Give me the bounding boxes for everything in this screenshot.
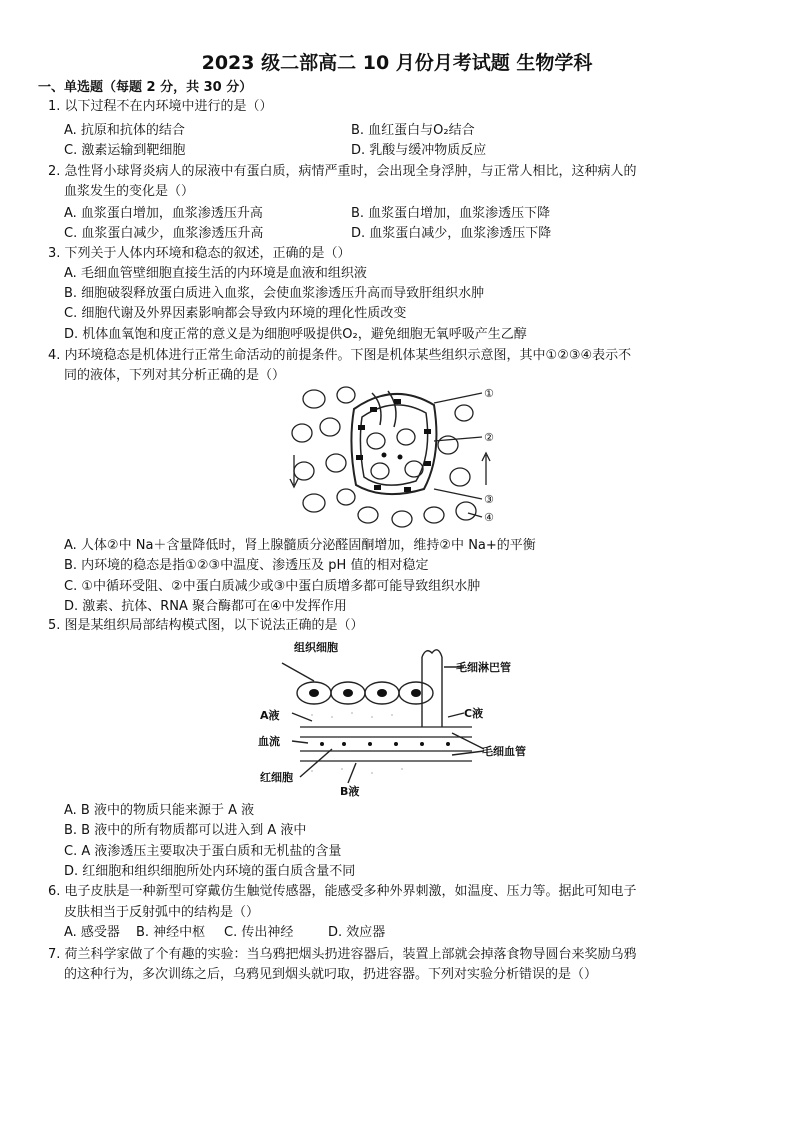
q2-option-b: B. 血浆蛋白增加，血浆渗透压下降 [351, 206, 551, 221]
question-2-stem-line2: 血浆发生的变化是（） [64, 184, 195, 199]
q1-option-b: B. 血红蛋白与O₂结合 [351, 123, 475, 138]
q5-option-d: D. 红细胞和组织细胞所处内环境的蛋白质含量不同 [64, 864, 356, 879]
q1-option-a: A. 抗原和抗体的结合 [64, 123, 185, 138]
page-title: 2023 级二部高二 10 月份月考试题 生物学科 [201, 52, 593, 74]
question-1-stem: 1. 以下过程不在内环境中进行的是（） [48, 99, 273, 114]
q2-option-d: D. 血浆蛋白减少，血浆渗透压下降 [351, 226, 552, 241]
label-red-blood-cell: 红细胞 [260, 771, 293, 784]
tissue-structure-diagram [252, 637, 552, 801]
q4-option-d: D. 激素、抗体、RNA 聚合酶都可在④中发挥作用 [64, 599, 347, 614]
q3-option-d: D. 机体血氧饱和度正常的意义是为细胞呼吸提供O₂，避免细胞无氧呼吸产生乙醇 [64, 327, 527, 342]
q1-option-d: D. 乳酸与缓冲物质反应 [351, 143, 487, 158]
q2-option-a: A. 血浆蛋白增加，血浆渗透压升高 [64, 206, 263, 221]
section-heading: 一、单选题（每题 2 分，共 30 分） [38, 80, 253, 95]
label-tissue-cell: 组织细胞 [294, 641, 338, 654]
q3-option-b: B. 细胞破裂释放蛋白质进入血浆，会使血浆渗透压升高而导致肝组织水肿 [64, 286, 485, 301]
tissue-diagram [284, 385, 514, 537]
fig4-label-3: ③ [484, 493, 494, 506]
question-2-stem-line1: 2. 急性肾小球肾炎病人的尿液中有蛋白质，病情严重时，会出现全身浮肿，与正常人相比，这种病人的 [48, 164, 637, 179]
question-5-stem: 5. 图是某组织局部结构模式图，以下说法正确的是（） [48, 618, 364, 633]
q6-option-d: D. 效应器 [328, 925, 386, 940]
fig4-label-1: ① [484, 387, 494, 400]
question-4-stem-line1: 4. 内环境稳态是机体进行正常生命活动的前提条件。下图是机体某些组织示意图，其中①②③④表示不 [48, 348, 632, 363]
fig4-label-2: ② [484, 431, 494, 444]
question-4-stem-line2: 同的液体，下列对其分析正确的是（） [64, 368, 286, 383]
q5-option-c: C. A 液渗透压主要取决于蛋白质和无机盐的含量 [64, 844, 342, 859]
label-a-fluid: A液 [260, 709, 280, 722]
q3-option-c: C. 细胞代谢及外界因素影响都会导致内环境的理化性质改变 [64, 306, 407, 321]
q5-option-b: B. B 液中的所有物质都可以进入到 A 液中 [64, 823, 307, 838]
q1-option-c: C. 激素运输到靶细胞 [64, 143, 186, 158]
fig4-label-4: ④ [484, 511, 494, 524]
question-7-stem-line1: 7. 荷兰科学家做了个有趣的实验：当乌鸦把烟头扔进容器后，装置上部就会掉落食物导圆台来奖励乌鸦 [48, 947, 637, 962]
q3-option-a: A. 毛细血管壁细胞直接生活的内环境是血液和组织液 [64, 266, 367, 281]
question-6-stem-line1: 6. 电子皮肤是一种新型可穿戴仿生触觉传感器，能感受多种外界刺激，如温度、压力等。据此可知电子 [48, 884, 637, 899]
q2-option-c: C. 血浆蛋白减少，血浆渗透压升高 [64, 226, 264, 241]
question-7-stem-line2: 的这种行为，多次训练之后，乌鸦见到烟头就叼取，扔进容器。下列对实验分析错误的是（） [64, 967, 598, 982]
label-capillary: 毛细血管 [482, 745, 526, 758]
label-blood-flow: 血流 [258, 735, 280, 748]
q4-option-a: A. 人体②中 Na＋含量降低时，肾上腺髓质分泌醛固酮增加，维持②中 Na+的平衡 [64, 538, 536, 553]
q6-option-c: C. 传出神经 [224, 925, 294, 940]
label-c-fluid: C液 [464, 707, 484, 720]
label-lymph-capillary: 毛细淋巴管 [456, 661, 511, 674]
q6-option-b: B. 神经中枢 [136, 925, 206, 940]
question-3-stem: 3. 下列关于人体内环境和稳态的叙述，正确的是（） [48, 246, 351, 261]
q6-option-a: A. 感受器 [64, 925, 120, 940]
q5-option-a: A. B 液中的物质只能来源于 A 液 [64, 803, 255, 818]
question-6-stem-line2: 皮肤相当于反射弧中的结构是（） [64, 905, 260, 920]
q4-option-b: B. 内环境的稳态是指①②③中温度、渗透压及 pH 值的相对稳定 [64, 558, 429, 573]
q4-option-c: C. ①中循环受阻、②中蛋白质减少或③中蛋白质增多都可能导致组织水肿 [64, 579, 481, 594]
label-b-fluid: B液 [340, 785, 360, 798]
